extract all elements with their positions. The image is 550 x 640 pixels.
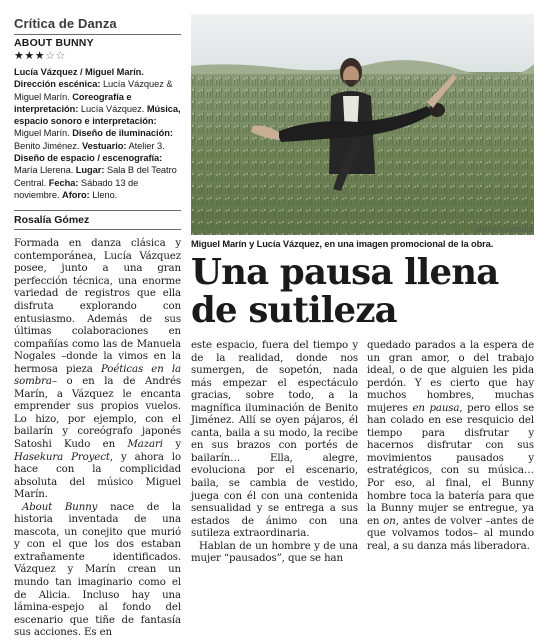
author-divider — [14, 229, 181, 230]
text-run: quedado parados a la espera de un gran amor, o del trabajo ideal, o de que alguien les pida perdón. Y es cierto que hay muchos hombres, muchas mujeres — [367, 340, 534, 414]
section-label: Crítica de Danza — [14, 16, 117, 31]
show-title: ABOUT BUNNY — [14, 37, 94, 49]
star-rating — [14, 49, 181, 62]
star-empty-icon: ☆ — [45, 49, 56, 62]
credit-key: Dirección escénica: — [14, 79, 101, 90]
text-run: Formada en danza clásica y contemporánea, Lucía Vázquez posee, junto a una gran perfección técnica, una enorme variedad de registros que ella disfruta explorando con entusiasmo. Además de sus últimas colaboraciones en compañías como las de Manuela Nogales –donde la vimos en la hermosa pieza — [14, 238, 181, 375]
author-byline: Rosalía Gómez — [14, 214, 90, 227]
headline-line-2: de sutileza — [191, 290, 397, 331]
credit-key: Vestuario: — [81, 140, 127, 151]
credit-key: Aforo: — [62, 189, 90, 200]
dancers-in-field-image — [191, 14, 534, 235]
article-paragraph — [14, 502, 181, 640]
text-run: , antes de volver –antes de que volvamos todos– al mundo real, a su danza más liberadora. — [367, 515, 535, 552]
text-run: – o en la de Andrés Marín, a Vázquez le encanta emprender sus propios vuelos. Lo hizo, por ejemplo, con el bailarín y coreógrafo japonés Satoshi Kudo en — [14, 376, 181, 451]
credits-block — [14, 66, 181, 201]
italic-title: Poéticas en la sombra — [14, 363, 181, 388]
credit-value: Lucía Vázquez. — [80, 103, 145, 114]
text-run: nace de la historia inventada de una mascota, un conejito que murió y con el que los dos estaban extrañamente identificados. Vázquez y Marín crean un mundo tan imaginario como el de Alicia. Incluso hay una lámina-espejo al fondo del escenario que tiñe de fantasía sus acciones. Es en — [14, 501, 182, 639]
italic-title: Hasekura Proyect — [14, 451, 110, 463]
photo-credit: JESÚS VÁZQUEZ — [474, 227, 534, 234]
text-run: Hablan de un hombre y de una mujer “pausados”, que se han — [191, 540, 358, 565]
text-run: este espacio, fuera del tiempo y de la realidad, donde nos sumergen, de sopetón, nada más empezar el espectáculo gracias, sobre todo, a la magnífica iluminación de Benito Jiménez. Allí se oyen pájaros, él canta, baila a su modo, la recibe en sus brazos con portés de bailarín… Ella, alegre, evoluciona por el escenario, baila, se cambia de vestido, juega con él con una contenida sensualidad y se entrega a sus estados de ánimo con una sutileza extraordinaria. — [191, 340, 358, 540]
article-body-middle — [191, 340, 358, 566]
credit-value: Benito Jiménez. — [14, 140, 80, 151]
credit-key: Música, espacio sonoro e interpretación: — [14, 103, 181, 127]
promo-photo — [191, 14, 534, 235]
photo-caption: Miguel Marín y Lucía Vázquez, en una imagen promocional de la obra. — [191, 239, 494, 249]
credit-value: Lleno. — [92, 189, 118, 200]
credit-value: María Llerena. — [14, 165, 74, 176]
credit-key: Diseño de iluminación: — [72, 128, 173, 139]
credit-value: Miguel Marín. — [14, 128, 70, 139]
credit-key: Lugar: — [75, 165, 105, 176]
italic-title: en pausa — [412, 402, 460, 414]
text-run: , pero ellos se han colado en ese resquicio del tiempo para disfrutar y hacernos disfrutar con sus movimientos pausados y estratégicos, con su música… Por eso, al final, el Bunny hombre toca la batería para que la Bunny mujer se entregue, ya en — [367, 402, 534, 527]
credit-key: Coreografía e interpretación: — [14, 91, 132, 114]
star-empty-icon: ☆ — [55, 49, 66, 62]
article-body-left — [14, 238, 181, 640]
article-paragraph — [367, 340, 534, 553]
italic-title: About Bunny — [22, 501, 98, 513]
credit-value: Atelier 3. — [128, 140, 165, 151]
italic-title: Mazari — [127, 439, 163, 451]
article-paragraph — [14, 238, 181, 501]
text-run: y — [162, 439, 182, 451]
headline-line-1: Una pausa llena — [191, 252, 499, 293]
star-filled-icon: ★ — [24, 49, 35, 62]
credits-divider — [14, 210, 181, 211]
star-filled-icon: ★ — [34, 49, 46, 62]
credit-key: Lucía Vázquez / Miguel Marín. — [14, 67, 144, 77]
section-divider — [14, 34, 181, 35]
credit-key: Diseño de espacio / escenografía: — [14, 153, 163, 164]
credit-value: Lucía Vázquez & Miguel Marín. — [14, 79, 173, 102]
article-body-right — [367, 340, 534, 553]
left-column — [14, 16, 181, 640]
text-run: , y ahora lo hace con la complicidad absoluta del músico Miguel Marín. — [14, 451, 181, 501]
star-filled-icon: ★ — [14, 49, 25, 62]
credit-value: Sábado 13 de noviembre. — [14, 177, 139, 200]
article-paragraph — [191, 541, 358, 566]
italic-title: on — [383, 515, 396, 527]
credit-key: Fecha: — [48, 177, 79, 188]
article-paragraph — [191, 340, 358, 541]
headline — [191, 254, 534, 330]
credit-value: Sala B del Teatro Central. — [14, 165, 177, 188]
